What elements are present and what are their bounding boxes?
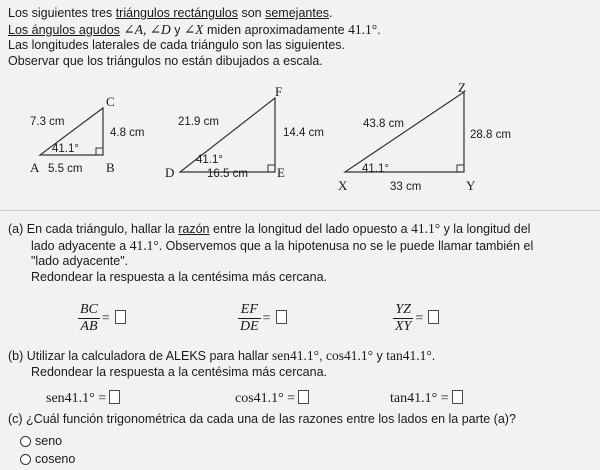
- fraction-ef-de: [238, 302, 261, 335]
- ratio-yz-xy: [393, 302, 439, 335]
- answer-box-tan[interactable]: [452, 390, 463, 404]
- part-b-line-2: Redondear la respuesta a la centésima más cercana.: [31, 364, 327, 379]
- ratio-ef-de: [238, 302, 287, 335]
- right-angle-mark-e: [268, 165, 275, 172]
- part-a-line-1-end: y la longitud del: [440, 222, 531, 236]
- intro-line-2-rest: miden aproximadamente: [203, 22, 349, 37]
- answer-box-yz-xy[interactable]: [428, 310, 439, 324]
- opp-label-abc: 4.8 cm: [110, 127, 145, 139]
- link-triangulos-rectangulos[interactable]: triángulos rectángulos: [115, 6, 238, 20]
- vertex-z: Z: [458, 80, 466, 95]
- intro-line-1-pre: Los siguientes tres: [8, 6, 116, 20]
- answer-box-cos[interactable]: [298, 390, 309, 404]
- part-b-tan: tan41.1°: [386, 348, 432, 363]
- vertex-y: Y: [466, 178, 476, 193]
- tan-label: tan41.1° =: [390, 391, 449, 406]
- part-a-line-2-rest: . Observemos que a la hipotenusa no se le puede llamar también el: [158, 238, 534, 253]
- fraction-de-den: DE: [240, 319, 259, 334]
- angle-label-def: 41.1°: [196, 154, 223, 166]
- hyp-label-def: 21.9 cm: [178, 116, 219, 128]
- intro-line-2-dot: .: [377, 22, 381, 37]
- part-a-line-1-rest: entre la longitud del lado opuesto a: [209, 222, 412, 236]
- ratio-bc-ab: [78, 302, 126, 335]
- right-angle-mark-y: [457, 165, 464, 172]
- adj-label-def: 16.5 cm: [207, 168, 248, 180]
- equals-sign: =: [262, 310, 271, 326]
- part-a-line-2-pre: lado adyacente a: [31, 238, 130, 253]
- vertex-x: X: [338, 178, 348, 193]
- part-a-line-4: Redondear la respuesta a la centésima más cercana.: [31, 269, 327, 284]
- intro-line-3: Las longitudes laterales de cada triángulo son las siguientes.: [8, 38, 346, 52]
- fraction-ef-num: EF: [238, 302, 261, 319]
- angle-label-xyz: 41.1°: [362, 163, 389, 175]
- part-a-line-1-pre: (a) En cada triángulo, hallar la: [8, 222, 179, 236]
- option-coseno[interactable]: [20, 452, 75, 466]
- part-a-line-2: [8, 238, 593, 255]
- cos-equation: [235, 390, 309, 407]
- tan-equation: [390, 390, 463, 407]
- option-seno[interactable]: [20, 434, 62, 448]
- triangle-abc: [0, 80, 600, 193]
- answer-box-ef-de[interactable]: [276, 310, 287, 324]
- part-b-dot: .: [431, 349, 436, 363]
- adj-label-xyz: 33 cm: [390, 181, 422, 193]
- opp-label-def: 14.4 cm: [283, 127, 324, 139]
- answer-box-bc-ab[interactable]: [115, 310, 126, 324]
- intro-line-1-end: .: [329, 6, 333, 20]
- vertex-f: F: [275, 84, 283, 99]
- part-b: [8, 348, 593, 380]
- vertex-c: C: [106, 94, 115, 109]
- part-a-angle-2: 41.1°: [129, 237, 159, 253]
- intro-line-2: [8, 22, 593, 39]
- hyp-label-abc: 7.3 cm: [30, 116, 65, 128]
- intro-text: [8, 6, 593, 69]
- fraction-bc-num: BC: [80, 302, 98, 317]
- intro-line-1-mid: son: [238, 6, 266, 20]
- link-semejantes[interactable]: semejantes: [265, 6, 330, 20]
- part-b-sen: sen41.1°: [272, 348, 320, 363]
- intro-line-2-y: y: [170, 22, 184, 37]
- vertex-d: D: [165, 165, 175, 180]
- part-b-line-1: [8, 348, 593, 365]
- triangle-def-shape: [180, 98, 275, 172]
- angle-x: ∠X: [183, 21, 204, 37]
- answer-box-sin[interactable]: [109, 390, 120, 404]
- part-b-comma: ,: [319, 349, 327, 363]
- fraction-ab-den: AB: [80, 319, 98, 334]
- fraction-yz-num: YZ: [393, 302, 413, 319]
- intro-line-4: Observar que los triángulos no están dibujados a escala.: [8, 53, 323, 68]
- fraction-bc-ab: [78, 302, 100, 335]
- part-b-y: y: [373, 349, 387, 363]
- intro-line-1: [8, 6, 593, 22]
- part-b-line-1-pre: (b) Utilizar la calculadora de ALEKS para hallar: [8, 349, 273, 363]
- angle-label-abc: 41.1°: [52, 143, 79, 155]
- vertex-e: E: [277, 165, 285, 180]
- sin-equation: [46, 390, 120, 407]
- adj-label-abc: 5.5 cm: [48, 163, 83, 175]
- part-c: [8, 412, 593, 428]
- part-a-line-3: "lado adyacente".: [31, 254, 129, 268]
- vertex-b: B: [106, 160, 115, 175]
- equals-sign: =: [101, 310, 110, 326]
- part-c-line-1: (c) ¿Cuál función trigonométrica da cada una de las razones entre los lados en la parte (a)?: [8, 412, 516, 426]
- option-seno-label: seno: [35, 434, 63, 448]
- angles-a-d: ∠A, ∠D: [123, 21, 171, 37]
- angle-value: 41.1°: [348, 21, 378, 37]
- fraction-yz-xy: [393, 302, 413, 335]
- opp-label-xyz: 28.8 cm: [470, 129, 511, 141]
- section-divider: [0, 210, 600, 211]
- part-a-line-1: [8, 221, 593, 238]
- radio-circle-coseno[interactable]: [20, 454, 31, 465]
- hyp-label-xyz: 43.8 cm: [363, 118, 404, 130]
- radio-circle-seno[interactable]: [20, 436, 31, 447]
- equals-sign: =: [415, 310, 424, 326]
- part-a: [8, 221, 593, 285]
- link-angulos-agudos[interactable]: Los ángulos agudos: [8, 22, 120, 37]
- part-a-angle-1: 41.1°: [411, 221, 441, 236]
- sin-label: sen41.1° =: [46, 391, 107, 406]
- right-angle-mark-b: [96, 148, 103, 155]
- part-b-cos: cos41.1°: [326, 348, 374, 363]
- cos-label: cos41.1° =: [235, 391, 296, 406]
- fraction-xy-den: XY: [395, 319, 412, 334]
- option-coseno-label: coseno: [35, 452, 76, 466]
- link-razon[interactable]: razón: [178, 222, 210, 236]
- vertex-a: A: [30, 160, 40, 175]
- triangle-xyz-shape: [345, 92, 464, 172]
